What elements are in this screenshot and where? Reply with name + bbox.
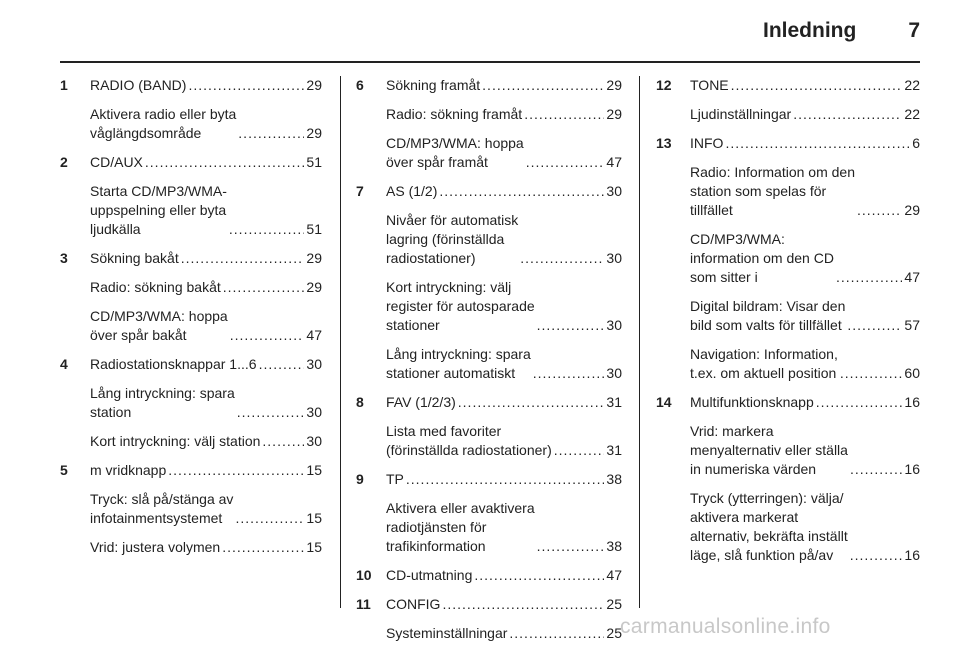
entry-number: 14 xyxy=(656,394,672,410)
toc-item-page: 30 xyxy=(306,356,322,372)
toc-item-text: Navigation: Information, t.ex. om aktuell position xyxy=(690,346,838,381)
toc-item-page: 29 xyxy=(606,106,622,122)
header-rule xyxy=(60,61,920,63)
toc-item[interactable] xyxy=(386,422,622,460)
entry-number: 13 xyxy=(656,135,672,151)
entry-number: 5 xyxy=(60,462,68,478)
toc-item-text: Systeminställningar xyxy=(386,625,508,641)
toc-item-page: 15 xyxy=(306,462,322,478)
toc-item-text: Lång intryckning: spara station xyxy=(90,385,235,420)
toc-item[interactable] xyxy=(90,105,322,143)
toc-item[interactable] xyxy=(386,105,622,124)
toc-item-page: 47 xyxy=(606,567,622,583)
toc-item-text: FAV (1/2/3) xyxy=(386,394,456,410)
toc-item-text: Vrid: markera menyalternativ eller ställa in numeriska värden xyxy=(690,423,848,477)
entry-number: 10 xyxy=(356,567,372,583)
toc-item[interactable] xyxy=(90,307,322,345)
toc-item-text: Radio: Information om den station som spelas för tillfället xyxy=(690,164,855,218)
toc-item-page: 51 xyxy=(306,154,322,170)
toc-entry xyxy=(60,461,322,557)
leader-dots xyxy=(509,624,604,643)
toc-item[interactable] xyxy=(90,355,322,374)
toc-item-page: 30 xyxy=(606,317,622,333)
toc-item-text: Kort intryckning: välj register för autosparade stationer xyxy=(386,279,535,333)
leader-dots xyxy=(537,537,605,556)
toc-item[interactable] xyxy=(90,249,322,268)
leader-dots xyxy=(259,355,305,374)
toc-item-text: Radio: sökning bakåt xyxy=(90,279,221,295)
toc-item-page: 31 xyxy=(606,442,622,458)
toc-entry xyxy=(356,470,622,556)
toc-item[interactable] xyxy=(386,470,622,489)
page-number: 7 xyxy=(908,19,920,42)
toc-item-text: Tryck: slå på/stänga av infotainmentsystemet xyxy=(90,491,234,526)
toc-item-page: 16 xyxy=(904,461,920,477)
toc-item[interactable] xyxy=(690,393,920,412)
toc-item[interactable] xyxy=(386,499,622,556)
toc-item-page: 57 xyxy=(904,317,920,333)
toc-entry xyxy=(356,182,622,383)
toc-item[interactable] xyxy=(386,345,622,383)
leader-dots xyxy=(731,76,903,95)
entry-number: 11 xyxy=(356,596,371,612)
toc-item-text: INFO xyxy=(690,135,724,151)
toc-entry xyxy=(356,566,622,585)
leader-dots xyxy=(836,268,902,287)
toc-item[interactable] xyxy=(386,134,622,172)
leader-dots xyxy=(482,76,604,95)
column-divider-1 xyxy=(340,76,341,608)
toc-item-page: 29 xyxy=(306,250,322,266)
toc-item-page: 16 xyxy=(904,547,920,563)
leader-dots xyxy=(857,201,902,220)
leader-dots xyxy=(554,441,605,460)
toc-item-page: 47 xyxy=(306,327,322,343)
leader-dots xyxy=(223,278,305,297)
toc-item-page: 22 xyxy=(904,106,920,122)
leader-dots xyxy=(458,393,605,412)
toc-entry xyxy=(656,134,920,383)
toc-entry xyxy=(60,355,322,451)
watermark: carmanualsonline.info xyxy=(620,615,831,638)
entry-number: 12 xyxy=(656,77,672,93)
entry-number: 2 xyxy=(60,154,68,170)
entry-number: 1 xyxy=(60,77,68,93)
toc-item[interactable] xyxy=(90,490,322,528)
toc-column-1 xyxy=(60,76,322,567)
leader-dots xyxy=(520,249,604,268)
toc-item-text: Aktivera eller avaktivera radiotjänsten för trafikinformation xyxy=(386,500,535,554)
leader-dots xyxy=(537,316,605,335)
toc-item-text: Radiostationsknappar 1...6 xyxy=(90,356,257,372)
toc-item-page: 6 xyxy=(912,135,920,151)
entry-number: 9 xyxy=(356,471,364,487)
toc-item-page: 30 xyxy=(606,365,622,381)
toc-item-page: 51 xyxy=(306,221,322,237)
leader-dots xyxy=(816,393,903,412)
toc-entry xyxy=(356,393,622,460)
leader-dots xyxy=(533,364,605,383)
toc-item[interactable] xyxy=(690,489,920,565)
leader-dots xyxy=(229,220,305,239)
toc-entry xyxy=(656,393,920,565)
leader-dots xyxy=(235,509,304,528)
leader-dots xyxy=(238,124,304,143)
toc-column-3 xyxy=(656,76,920,575)
toc-item-text: CONFIG xyxy=(386,596,441,612)
toc-item-page: 29 xyxy=(904,202,920,218)
toc-item-text: Lista med favoriter (förinställda radiostationer) xyxy=(386,423,552,458)
toc-item-text: Sökning framåt xyxy=(386,77,481,93)
toc-item-text: Tryck (ytterringen): välja/ aktivera markerat alternativ, bekräfta inställt läge, slå funktion på/av xyxy=(690,490,848,563)
leader-dots xyxy=(406,470,605,489)
toc-item[interactable] xyxy=(386,595,622,614)
toc-item-text: CD/AUX xyxy=(90,154,143,170)
toc-item[interactable] xyxy=(690,230,920,287)
toc-item-text: Aktivera radio eller byta våglängdsområde xyxy=(90,106,237,141)
leader-dots xyxy=(439,182,604,201)
toc-item[interactable] xyxy=(690,297,920,335)
toc-column-2 xyxy=(356,76,622,653)
toc-item[interactable] xyxy=(90,432,322,451)
toc-item-page: 16 xyxy=(904,394,920,410)
toc-item[interactable] xyxy=(386,211,622,268)
toc-item[interactable] xyxy=(90,538,322,557)
toc-item-text: AS (1/2) xyxy=(386,183,438,199)
toc-item-page: 60 xyxy=(904,365,920,381)
leader-dots xyxy=(474,566,604,585)
leader-dots xyxy=(262,432,304,451)
leader-dots xyxy=(850,460,902,479)
toc-item-page: 29 xyxy=(306,279,322,295)
leader-dots xyxy=(181,249,305,268)
toc-item[interactable] xyxy=(386,278,622,335)
toc-item-page: 15 xyxy=(306,510,322,526)
toc-item-text: Starta CD/MP3/WMA- uppspelning eller byta ljudkälla xyxy=(90,183,227,237)
entry-number: 4 xyxy=(60,356,68,372)
toc-item[interactable] xyxy=(690,422,920,479)
leader-dots xyxy=(222,538,304,557)
leader-dots xyxy=(526,153,605,172)
toc-item-text: m vridknapp xyxy=(90,462,167,478)
toc-item[interactable] xyxy=(386,182,622,201)
toc-entry xyxy=(356,76,622,172)
toc-entry xyxy=(60,249,322,345)
toc-item[interactable] xyxy=(690,105,920,124)
leader-dots xyxy=(793,105,902,124)
column-divider-2 xyxy=(639,76,640,608)
toc-item[interactable] xyxy=(690,134,920,153)
entry-number: 8 xyxy=(356,394,364,410)
toc-item-text: TP xyxy=(386,471,404,487)
leader-dots xyxy=(230,326,305,345)
toc-item-text: RADIO (BAND) xyxy=(90,77,187,93)
toc-item-page: 29 xyxy=(606,77,622,93)
leader-dots xyxy=(847,316,902,335)
toc-item-text: CD/MP3/WMA: hoppa över spår framåt xyxy=(386,135,524,170)
toc-item-page: 38 xyxy=(606,471,622,487)
toc-item-page: 47 xyxy=(606,154,622,170)
toc-item[interactable] xyxy=(90,182,322,239)
toc-item[interactable] xyxy=(90,461,322,480)
leader-dots xyxy=(725,134,910,153)
toc-item-text: Radio: sökning framåt xyxy=(386,106,523,122)
toc-item[interactable] xyxy=(690,345,920,383)
toc-entry xyxy=(656,76,920,124)
toc-item-text: CD-utmatning xyxy=(386,567,473,583)
toc-item-text: CD/MP3/WMA: information om den CD som sitter i xyxy=(690,231,834,285)
toc-entry xyxy=(60,153,322,239)
toc-item-page: 29 xyxy=(306,77,322,93)
toc-item[interactable] xyxy=(90,384,322,422)
toc-item-page: 31 xyxy=(606,394,622,410)
toc-item-page: 29 xyxy=(306,125,322,141)
leader-dots xyxy=(237,403,305,422)
toc-item[interactable] xyxy=(386,624,622,643)
toc-item[interactable] xyxy=(386,76,622,95)
toc-item[interactable] xyxy=(386,566,622,585)
page-header xyxy=(0,0,960,62)
toc-item-text: TONE xyxy=(690,77,729,93)
leader-dots xyxy=(188,76,304,95)
toc-item-page: 25 xyxy=(606,625,622,641)
toc-item-page: 25 xyxy=(606,596,622,612)
leader-dots xyxy=(850,546,903,565)
entry-number: 3 xyxy=(60,250,68,266)
toc-item-text: Multifunktionsknapp xyxy=(690,394,814,410)
leader-dots xyxy=(145,153,305,172)
leader-dots xyxy=(168,461,304,480)
toc-item-page: 30 xyxy=(306,433,322,449)
toc-item-text: Nivåer för automatisk lagring (förinställda radiostationer) xyxy=(386,212,519,266)
toc-item-page: 30 xyxy=(606,250,622,266)
toc-item[interactable] xyxy=(90,278,322,297)
toc-item-page: 30 xyxy=(606,183,622,199)
toc-item-text: CD/MP3/WMA: hoppa över spår bakåt xyxy=(90,308,228,343)
toc-item[interactable] xyxy=(90,153,322,172)
toc-item-text: Kort intryckning: välj station xyxy=(90,433,261,449)
toc-item[interactable] xyxy=(690,76,920,95)
toc-item[interactable] xyxy=(90,76,322,95)
toc-item-text: Sökning bakåt xyxy=(90,250,179,266)
toc-item-page: 22 xyxy=(904,77,920,93)
toc-entry xyxy=(356,595,622,643)
page-title: Inledning xyxy=(763,19,857,42)
leader-dots xyxy=(840,364,903,383)
toc-item-text: Lång intryckning: spara stationer automatiskt xyxy=(386,346,531,381)
toc-entry xyxy=(60,76,322,143)
entry-number: 6 xyxy=(356,77,364,93)
toc-item-page: 47 xyxy=(904,269,920,285)
entry-number: 7 xyxy=(356,183,364,199)
leader-dots xyxy=(442,595,604,614)
toc-item-text: Vrid: justera volymen xyxy=(90,539,221,555)
toc-item[interactable] xyxy=(386,393,622,412)
leader-dots xyxy=(524,105,604,124)
toc-item-page: 15 xyxy=(306,539,322,555)
toc-item-text: Ljudinställningar xyxy=(690,106,792,122)
toc-item[interactable] xyxy=(690,163,920,220)
toc-item-page: 30 xyxy=(306,404,322,420)
toc-item-page: 38 xyxy=(606,538,622,554)
toc-item-text: Digital bildram: Visar den bild som valts för tillfället xyxy=(690,298,846,333)
